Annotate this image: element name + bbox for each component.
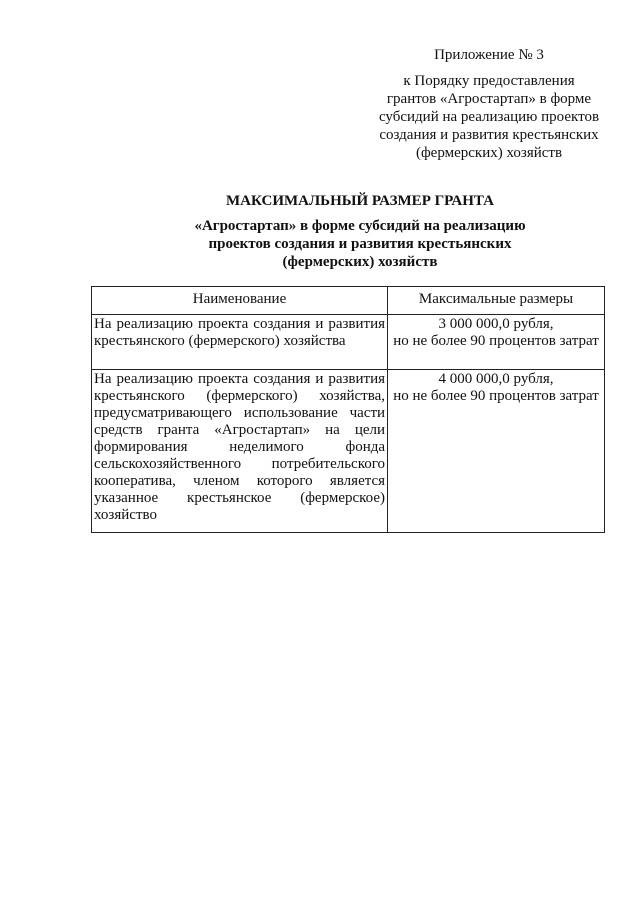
grant-table xyxy=(91,286,605,533)
grant-amount: 3 000 000,0 рубля, xyxy=(438,316,554,332)
appendix-line: к Порядку предоставления xyxy=(403,73,575,89)
appendix-number: Приложение № 3 xyxy=(434,47,544,63)
grant-amount: 4 000 000,0 рубля, xyxy=(438,371,554,387)
document-title: МАКСИМАЛЬНЫЙ РАЗМЕР ГРАНТА xyxy=(226,193,494,209)
table-row xyxy=(92,370,605,533)
row-max-cell xyxy=(388,370,605,533)
column-header-name: Наименование xyxy=(92,287,388,315)
appendix-line: грантов «Агростартап» в форме xyxy=(386,91,592,107)
column-header-max: Максимальные размеры xyxy=(388,287,605,315)
appendix-line: (фермерских) хозяйств xyxy=(415,145,563,161)
document-subtitle: «Агростартап» в форме субсидий на реализацию проектов создания и развития крестьянских (фермерских) хозяйств xyxy=(194,218,526,270)
row-max-cell xyxy=(388,315,605,370)
row-name-cell: На реализацию проекта создания и развития крестьянского (фермерского) хозяйства xyxy=(92,315,388,370)
appendix-line: субсидий на реализацию проектов xyxy=(378,109,600,125)
grant-condition: но не более 90 процентов затрат xyxy=(393,388,599,404)
table-row xyxy=(92,315,605,370)
appendix-block xyxy=(370,46,608,162)
appendix-line: создания и развития крестьянских xyxy=(379,127,599,143)
table-header-row xyxy=(92,287,605,315)
grant-condition: но не более 90 процентов затрат xyxy=(393,333,599,349)
row-name-cell: На реализацию проекта создания и развития крестьянского (фермерского) хозяйства, предусматривающего использование части средств гранта «Агростартап» на цели формирования неделимого фонда сельскохозяйственного потребительского кооператива, членом которого является указанное крестьянское (фермерское) хозяйство xyxy=(92,370,388,533)
